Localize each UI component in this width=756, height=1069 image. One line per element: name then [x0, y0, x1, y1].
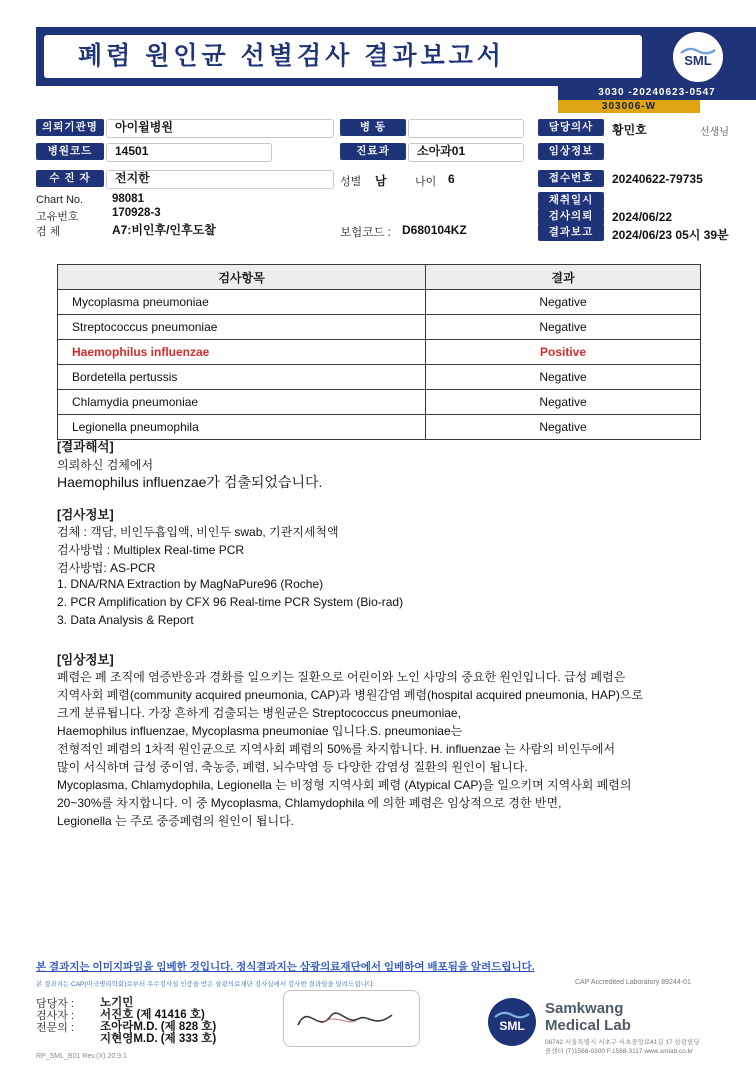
interpretation-result-line: Haemophilus influenzae가 검출되었습니다. — [57, 474, 323, 490]
lab-name-line2: Medical Lab — [545, 1017, 631, 1034]
uid-value: 170928-3 — [112, 207, 161, 219]
staff-value: 노기민 — [100, 997, 134, 1009]
label-insurance: 보험코드 : — [340, 227, 391, 239]
section-title-clinical-info: [임상정보] — [57, 653, 114, 667]
clinical-line: 폐렴은 폐 조직에 염증반응과 경화를 일으키는 질환으로 어린이와 노인 사망의 중요한 원인입니다. 급성 폐렴은 — [57, 670, 626, 684]
ward-value — [408, 119, 524, 138]
insurance-value: D680104KZ — [402, 223, 467, 237]
label-collect: 채취일시 — [538, 192, 604, 209]
chart-no-value: 98081 — [112, 193, 144, 205]
test-info-line: 1. DNA/RNA Extraction by MagNaPure96 (Roche) — [57, 577, 324, 591]
report-title-box — [44, 35, 642, 78]
label-clinical-info: 임상정보 — [538, 143, 604, 160]
clinical-line: 많이 서식하며 급성 중이염, 축농증, 폐렴, 뇌수막염 등 다양한 감염성 질환의 원인이 됩니다. — [57, 760, 528, 774]
table-row — [58, 415, 701, 440]
request-value: 2024/06/22 — [612, 210, 673, 224]
clinical-line: Legionella 는 주로 중증폐렴의 원인이 됩니다. — [57, 814, 295, 828]
label-staff: 담당자 : — [36, 998, 74, 1010]
doctor-value: 황민호 — [612, 123, 647, 137]
examiner-value: 서진호 (제 41416 호) — [100, 1009, 205, 1021]
label-doctor: 담당의사 — [538, 119, 604, 136]
clinical-line: 20~30%를 차지합니다. 이 중 Mycoplasma, Chlamydophila 에 의한 폐렴은 임상적으로 경한 반면, — [57, 796, 562, 810]
label-hospital-code: 병원코드 — [36, 143, 104, 160]
lab-name-line1: Samkwang — [545, 1000, 624, 1017]
lab-contact: 콜센터 (T)1566-0300 F.1588-3117 www.smlab.co.kr — [545, 1048, 694, 1055]
sex-value: 남 — [375, 174, 387, 188]
page-title: 폐렴 원인균 선별검사 결과보고서 — [78, 42, 505, 70]
label-sex: 성별 — [340, 176, 362, 188]
label-report-date: 결과보고 — [538, 224, 604, 241]
column-header-result: 결과 — [426, 265, 701, 290]
interpretation-line: 의뢰하신 검체에서 — [57, 458, 154, 472]
test-info-line: 검체 : 객담, 비인두흡입액, 비인두 swab, 기관지세척액 — [57, 525, 339, 539]
clinical-line: 크게 분류됩니다. 가장 흔하게 검출되는 병원균은 Streptococcus pneumoniae, — [57, 706, 461, 720]
form-number: 303006-W — [558, 100, 700, 113]
section-title-test-info: [검사정보] — [57, 508, 114, 522]
doctor-suffix: 선생님 — [700, 127, 729, 138]
clinical-line: 지역사회 폐렴(community acquired pneumonia, CAP)과 병원감염 폐렴(hospital acquired pneumonia, HAP)으로 — [57, 688, 644, 702]
label-ward: 병 동 — [340, 119, 406, 136]
column-header-test: 검사항목 — [58, 265, 426, 290]
label-age: 나이 — [415, 176, 437, 188]
table-row-positive — [58, 340, 701, 365]
test-result: Negative — [426, 290, 701, 315]
specialist-value: 조아라M.D. (제 828 호) — [100, 1021, 217, 1033]
sml-footer-logo-icon — [487, 997, 537, 1047]
test-info-line: 검사방법: AS-PCR — [57, 561, 156, 575]
table-row — [58, 290, 701, 315]
test-result: Negative — [426, 365, 701, 390]
signature-box — [283, 990, 420, 1047]
test-name: Chlamydia pneumoniae — [58, 390, 426, 415]
age-value: 6 — [448, 172, 455, 186]
test-result: Negative — [426, 390, 701, 415]
signature-icon — [284, 991, 417, 1044]
label-uid: 고유번호 — [36, 211, 79, 223]
test-info-line: 3. Data Analysis & Report — [57, 613, 194, 627]
sml-logo-text: SML — [684, 53, 712, 68]
results-header-row — [58, 265, 701, 290]
label-chart-no: Chart No. — [36, 194, 84, 206]
test-result: Negative — [426, 415, 701, 440]
report-header-bar — [36, 27, 756, 86]
report-date-value: 2024/06/23 05시 39분 — [612, 228, 729, 242]
test-result: Negative — [426, 315, 701, 340]
label-request: 검사의뢰 — [538, 208, 604, 225]
test-name: Mycoplasma pneumoniae — [58, 290, 426, 315]
test-name: Legionella pneumophila — [58, 415, 426, 440]
sml-footer-logo-text: SML — [499, 1019, 525, 1033]
test-name: Bordetella pertussis — [58, 365, 426, 390]
notice-small: 본 결과지는 CAP(미국병리학회)로부터 우수검사실 인증을 받은 삼광의료재단 검사실에서 검사한 결과임을 알려드립니다. — [36, 981, 375, 988]
patient-value: 전지한 — [106, 170, 334, 189]
results-table — [57, 264, 701, 440]
notice-main: 본 결과지는 이미지파일을 임베한 것입니다. 정식결과지는 삼광의료재단에서 임베하여 배포됨을 알려드립니다. — [36, 961, 535, 973]
test-info-line: 2. PCR Amplification by CFX 96 Real-time PCR System (Bio-rad) — [57, 595, 404, 609]
specimen-value: A7:비인후/인후도찰 — [112, 223, 216, 237]
hospital-code-value: 14501 — [106, 143, 272, 162]
label-specimen: 검 체 — [36, 226, 61, 238]
table-row — [58, 365, 701, 390]
ref-number: 3030 -20240623-0547 — [558, 86, 756, 100]
test-result: Positive — [426, 340, 701, 365]
label-receipt: 접수번호 — [538, 170, 604, 187]
cap-accreditation-text: CAP Accredited Laboratory 89244-01 — [575, 979, 691, 986]
section-title-interpretation: [결과해석] — [57, 440, 114, 454]
label-client: 의뢰기관명 — [36, 119, 104, 136]
clinical-line: 전형적인 폐렴의 1차적 원인균으로 지역사회 폐렴의 50%를 차지합니다. H. influenzae 는 사람의 비인두에서 — [57, 742, 616, 756]
test-name: Streptococcus pneumoniae — [58, 315, 426, 340]
dept-value: 소아과01 — [408, 143, 524, 162]
client-value: 아이윌병원 — [106, 119, 334, 138]
test-info-line: 검사방법 : Multiplex Real-time PCR — [57, 543, 245, 557]
clinical-line: Mycoplasma, Chlamydophila, Legionella 는 비정형 지역사회 폐렴 (Atypical CAP)을 일으키며 지역사회 폐렴의 — [57, 778, 632, 792]
label-examiner: 검사자 : — [36, 1010, 74, 1022]
table-row — [58, 315, 701, 340]
table-row — [58, 390, 701, 415]
label-specialist: 전문의 : — [36, 1022, 74, 1034]
specialist-value-2: 지현영M.D. (제 333 호) — [100, 1033, 217, 1045]
receipt-value: 20240622-79735 — [612, 172, 703, 186]
label-dept: 진료과 — [340, 143, 406, 160]
document-number: RP_SML_B01 Rev.(X) 20.9.1 — [36, 1053, 127, 1060]
test-name: Haemophilus influenzae — [58, 340, 426, 365]
lab-address: 06742 서울특별시 서초구 서초중앙로41길 17 삼광빌딩 — [545, 1039, 700, 1046]
label-patient: 수 진 자 — [36, 170, 104, 187]
clinical-line: Haemophilus influenzae, Mycoplasma pneumoniae 입니다.S. pneumoniae는 — [57, 724, 463, 738]
sml-logo-icon — [672, 31, 724, 83]
